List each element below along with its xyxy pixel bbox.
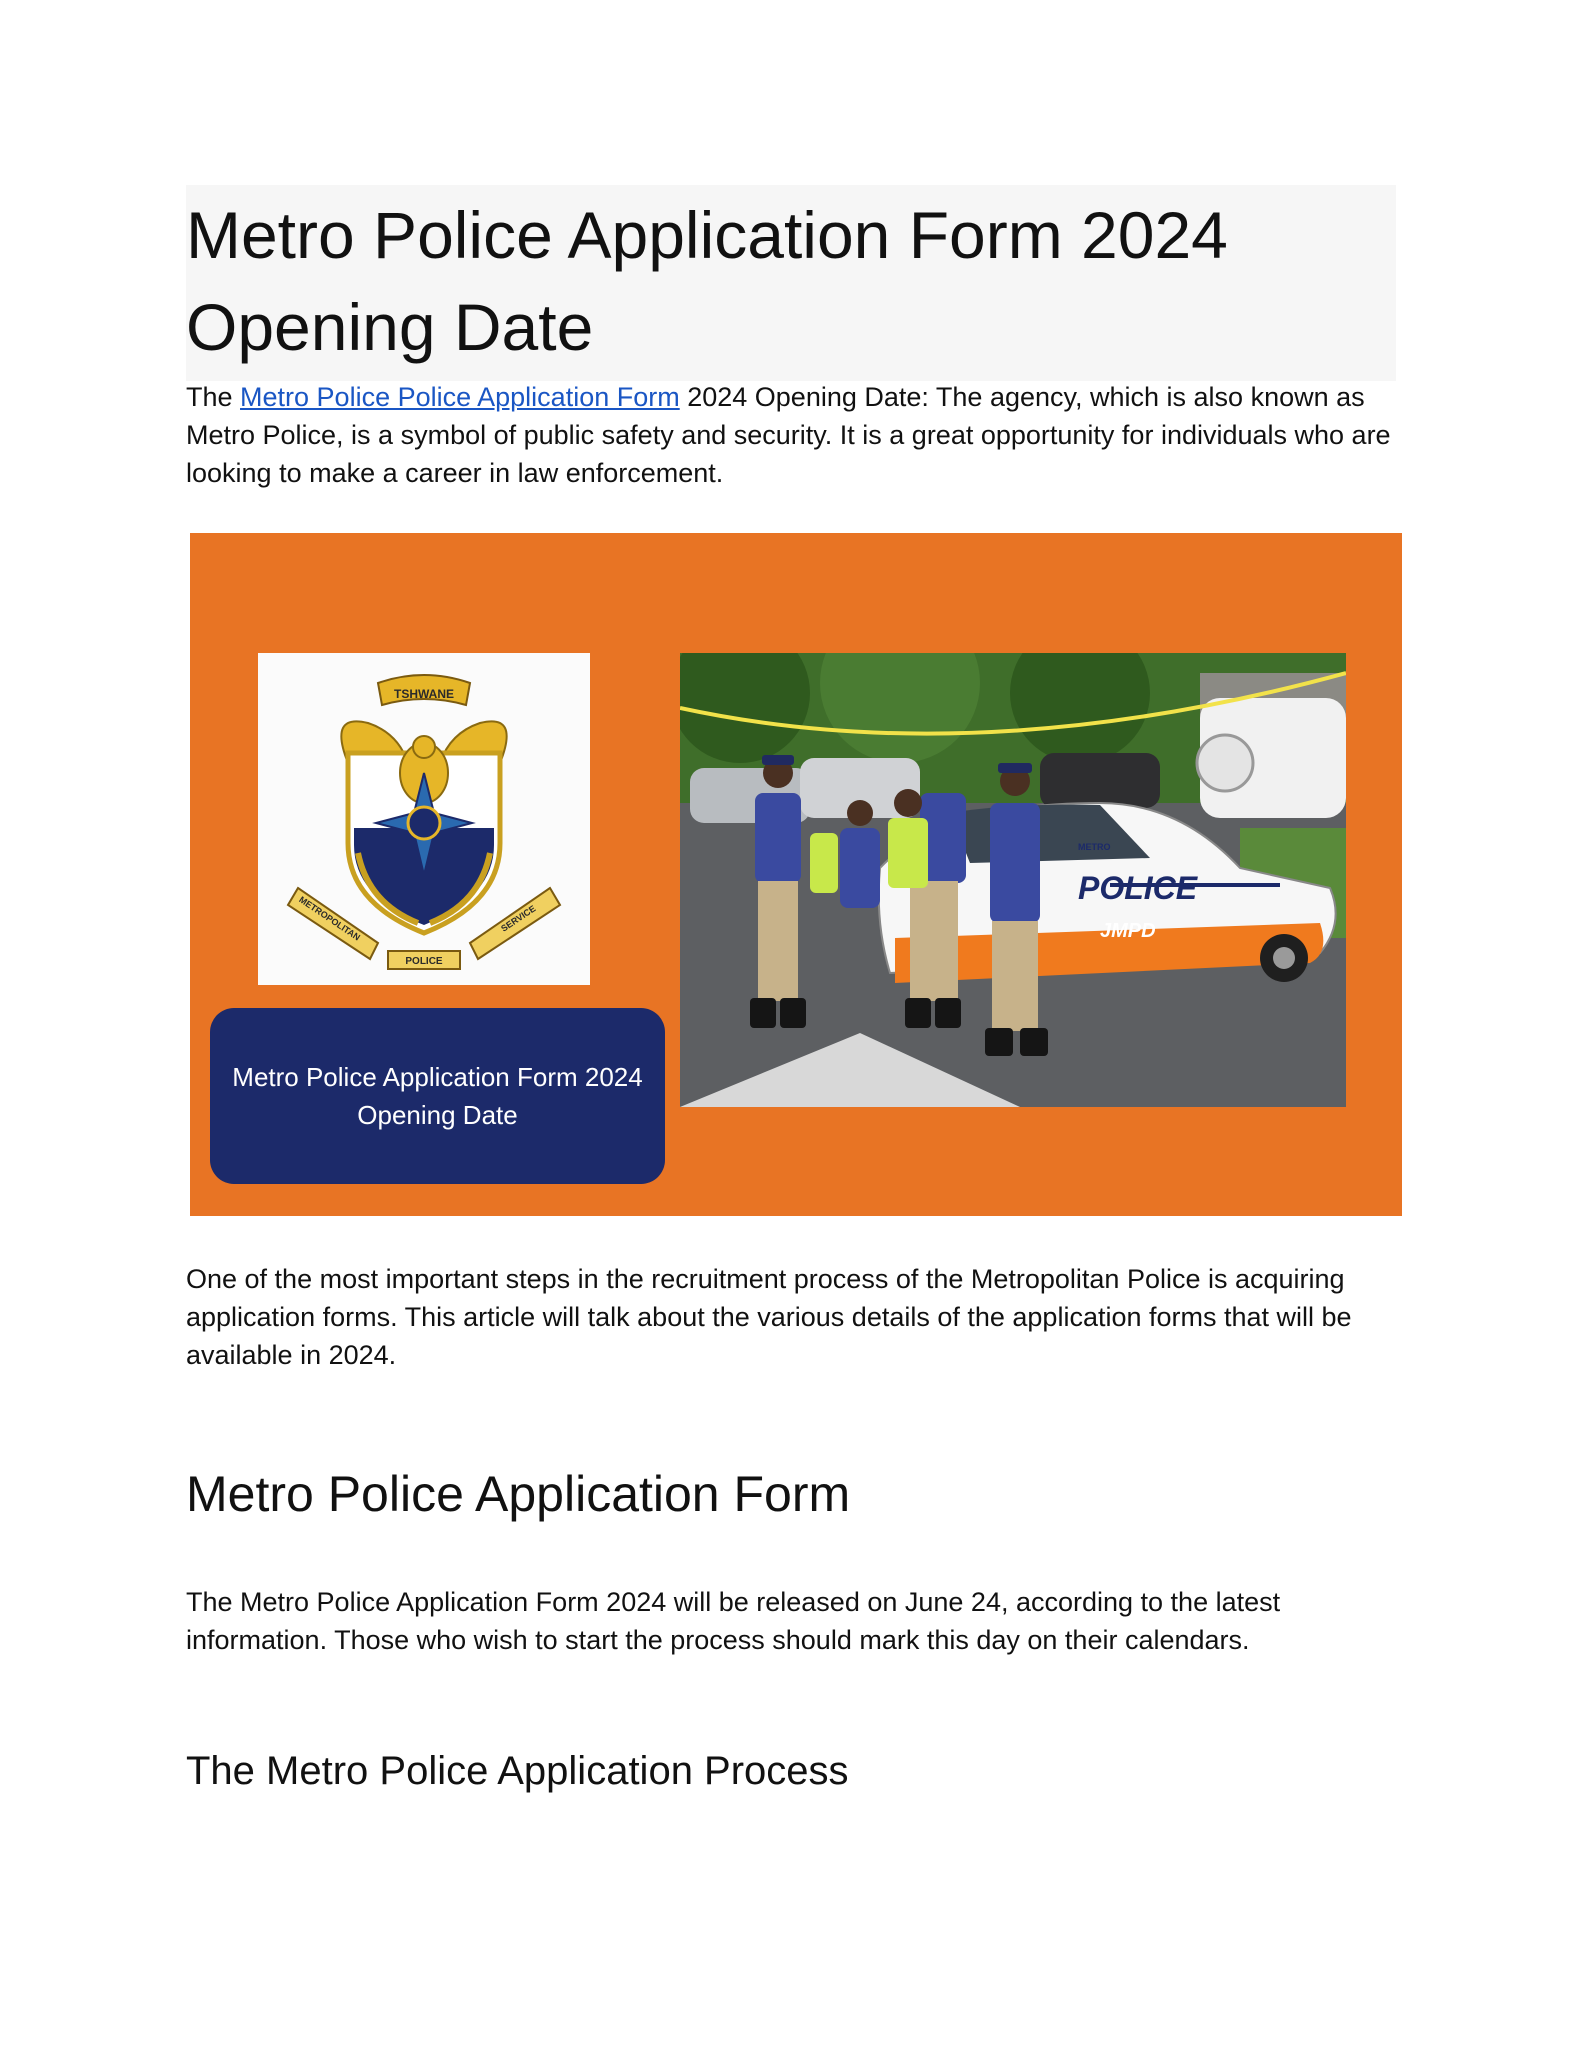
logo-top-text: TSHWANE <box>394 687 454 701</box>
section-heading: Metro Police Application Form <box>186 1466 851 1522</box>
logo-bottom-text: POLICE <box>405 956 443 967</box>
car-small-text: METRO <box>1078 842 1111 852</box>
intro-prefix: The <box>186 382 241 412</box>
metro-police-officers-photo <box>680 653 1346 1107</box>
page-title: Metro Police Application Form 2024 Opening Date <box>186 198 1228 364</box>
logo-left-text: METROPOLITAN <box>297 894 363 943</box>
recruitment-paragraph: One of the most important steps in the recruitment process of the Metropolitan Police is acquiring application forms. This article will talk about the various details of the application forms that will be available in 2024. <box>186 1264 1352 1370</box>
article-banner-image <box>190 533 1402 1216</box>
logo-right-text: SERVICE <box>499 903 538 934</box>
release-date-paragraph: The Metro Police Application Form 2024 will be released on June 24, according to the latest information. Those who wish to start the process should mark this day on their calendars. <box>186 1587 1281 1655</box>
tshwane-metro-police-logo <box>258 653 590 985</box>
car-jmpd-text: JMPD <box>1100 920 1156 942</box>
intro-suffix: 2024 Opening Date: The agency, which is also known as Metro Police, is a symbol of public safety and security. It is a great opportunity for individuals who are looking to make a career in law enforcement. <box>186 382 1391 488</box>
banner-caption: Metro Police Application Form 2024 Opening Date <box>232 1062 643 1130</box>
subsection-heading: The Metro Police Application Process <box>186 1749 849 1793</box>
intro-paragraph <box>186 378 1406 492</box>
title-block <box>186 185 1396 381</box>
banner-caption-box <box>210 1008 665 1184</box>
application-form-link[interactable]: Metro Police Police Application Form <box>240 382 680 412</box>
car-police-text: POLICE <box>1078 870 1198 906</box>
